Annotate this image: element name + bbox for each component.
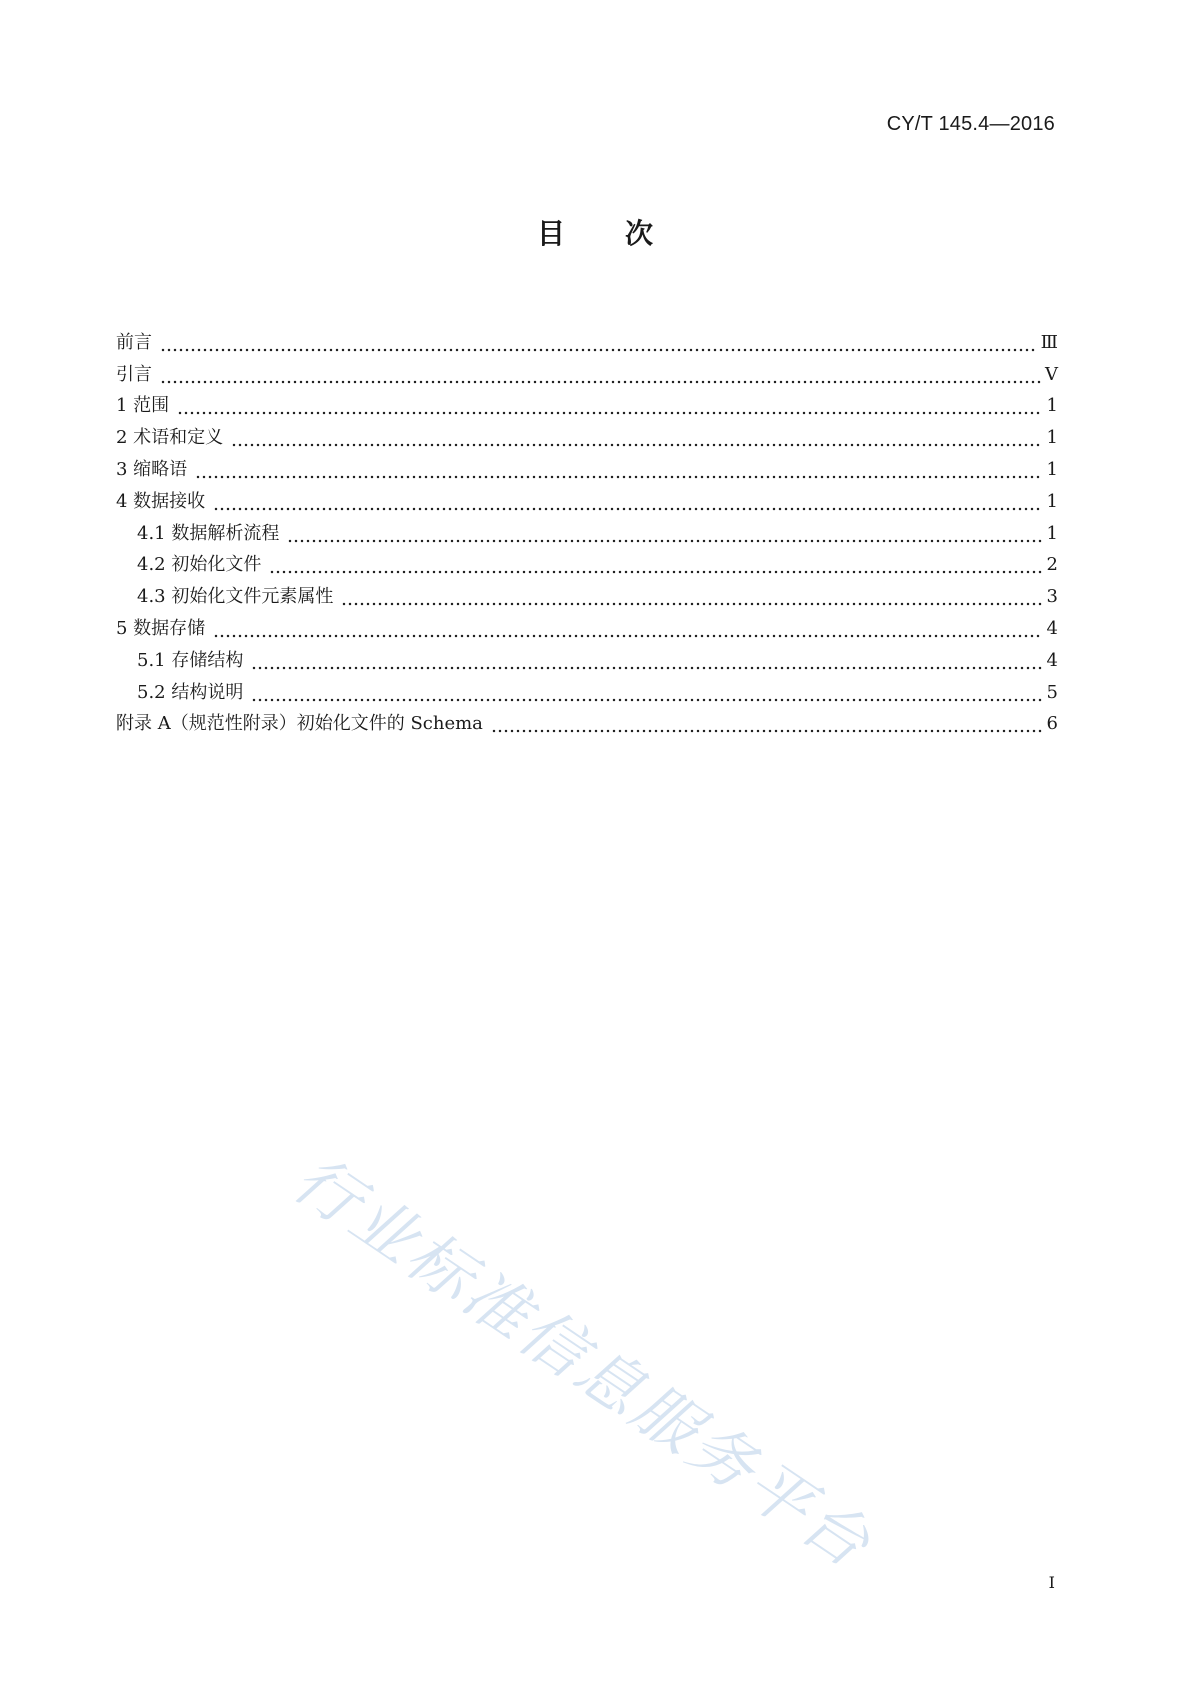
toc-entry[interactable]: [116, 672, 1058, 704]
toc-entry-page: 1: [1046, 395, 1058, 417]
toc-entry-page: 1: [1046, 458, 1058, 480]
toc-leader-dots: [177, 395, 1042, 417]
toc-entry-label: 5.2 结构说明: [137, 681, 244, 703]
toc-entry[interactable]: [116, 449, 1058, 481]
toc-entry[interactable]: [116, 354, 1058, 386]
toc-entry-page: 4: [1046, 649, 1058, 671]
toc-entry-label: 4.3 初始化文件元素属性: [137, 586, 334, 608]
toc-entry[interactable]: [116, 386, 1058, 418]
toc-entry-label: 4.1 数据解析流程: [137, 522, 280, 544]
toc-leader-dots: [195, 459, 1042, 481]
toc-entry[interactable]: [116, 545, 1058, 577]
standard-code: CY/T 145.4—2016: [886, 113, 1055, 135]
page-number: I: [1048, 1573, 1055, 1592]
toc-entry-page: 3: [1046, 586, 1058, 608]
toc-entry-label: 4 数据接收: [116, 490, 206, 512]
toc-entry-page: Ⅴ: [1045, 363, 1058, 385]
table-of-contents: [116, 322, 1058, 735]
toc-entry-label: 前言: [116, 331, 152, 353]
toc-entry[interactable]: [116, 608, 1058, 640]
toc-leader-dots: [231, 427, 1042, 449]
toc-leader-dots: [269, 554, 1042, 576]
toc-leader-dots: [213, 491, 1042, 513]
toc-entry[interactable]: [116, 640, 1058, 672]
toc-entry-page: 6: [1046, 713, 1058, 735]
toc-leader-dots: [491, 713, 1042, 735]
toc-leader-dots: [251, 650, 1042, 672]
toc-leader-dots: [287, 523, 1042, 545]
watermark: 行业标准信息服务平台: [279, 1142, 886, 1584]
toc-entry-label: 3 缩略语: [116, 458, 188, 480]
toc-entry-page: 1: [1046, 490, 1058, 512]
toc-leader-dots: [160, 332, 1037, 354]
toc-entry-page: 4: [1046, 617, 1058, 639]
toc-entry-label: 引言: [116, 363, 152, 385]
toc-entry-label: 1 范围: [116, 395, 170, 417]
toc-entry-label: 2 术语和定义: [116, 427, 224, 449]
toc-leader-dots: [160, 364, 1041, 386]
toc-entry[interactable]: [116, 576, 1058, 608]
toc-entry-page: 2: [1046, 554, 1058, 576]
toc-entry-page: 1: [1046, 427, 1058, 449]
toc-title: 目次: [536, 217, 713, 250]
toc-entry[interactable]: [116, 417, 1058, 449]
toc-entry-label: 附录 A（规范性附录）初始化文件的 Schema: [116, 713, 483, 735]
toc-entry-label: 5.1 存储结构: [137, 649, 244, 671]
toc-entry-page: 5: [1046, 681, 1058, 703]
toc-entry[interactable]: [116, 704, 1058, 736]
toc-entry-page: Ⅲ: [1040, 331, 1058, 353]
toc-entry[interactable]: [116, 481, 1058, 513]
toc-entry-label: 5 数据存储: [116, 617, 206, 639]
toc-entry-page: 1: [1046, 522, 1058, 544]
toc-leader-dots: [341, 586, 1042, 608]
toc-leader-dots: [213, 618, 1042, 640]
toc-entry[interactable]: [116, 322, 1058, 354]
toc-entry[interactable]: [116, 513, 1058, 545]
toc-leader-dots: [251, 682, 1042, 704]
toc-entry-label: 4.2 初始化文件: [137, 554, 262, 576]
